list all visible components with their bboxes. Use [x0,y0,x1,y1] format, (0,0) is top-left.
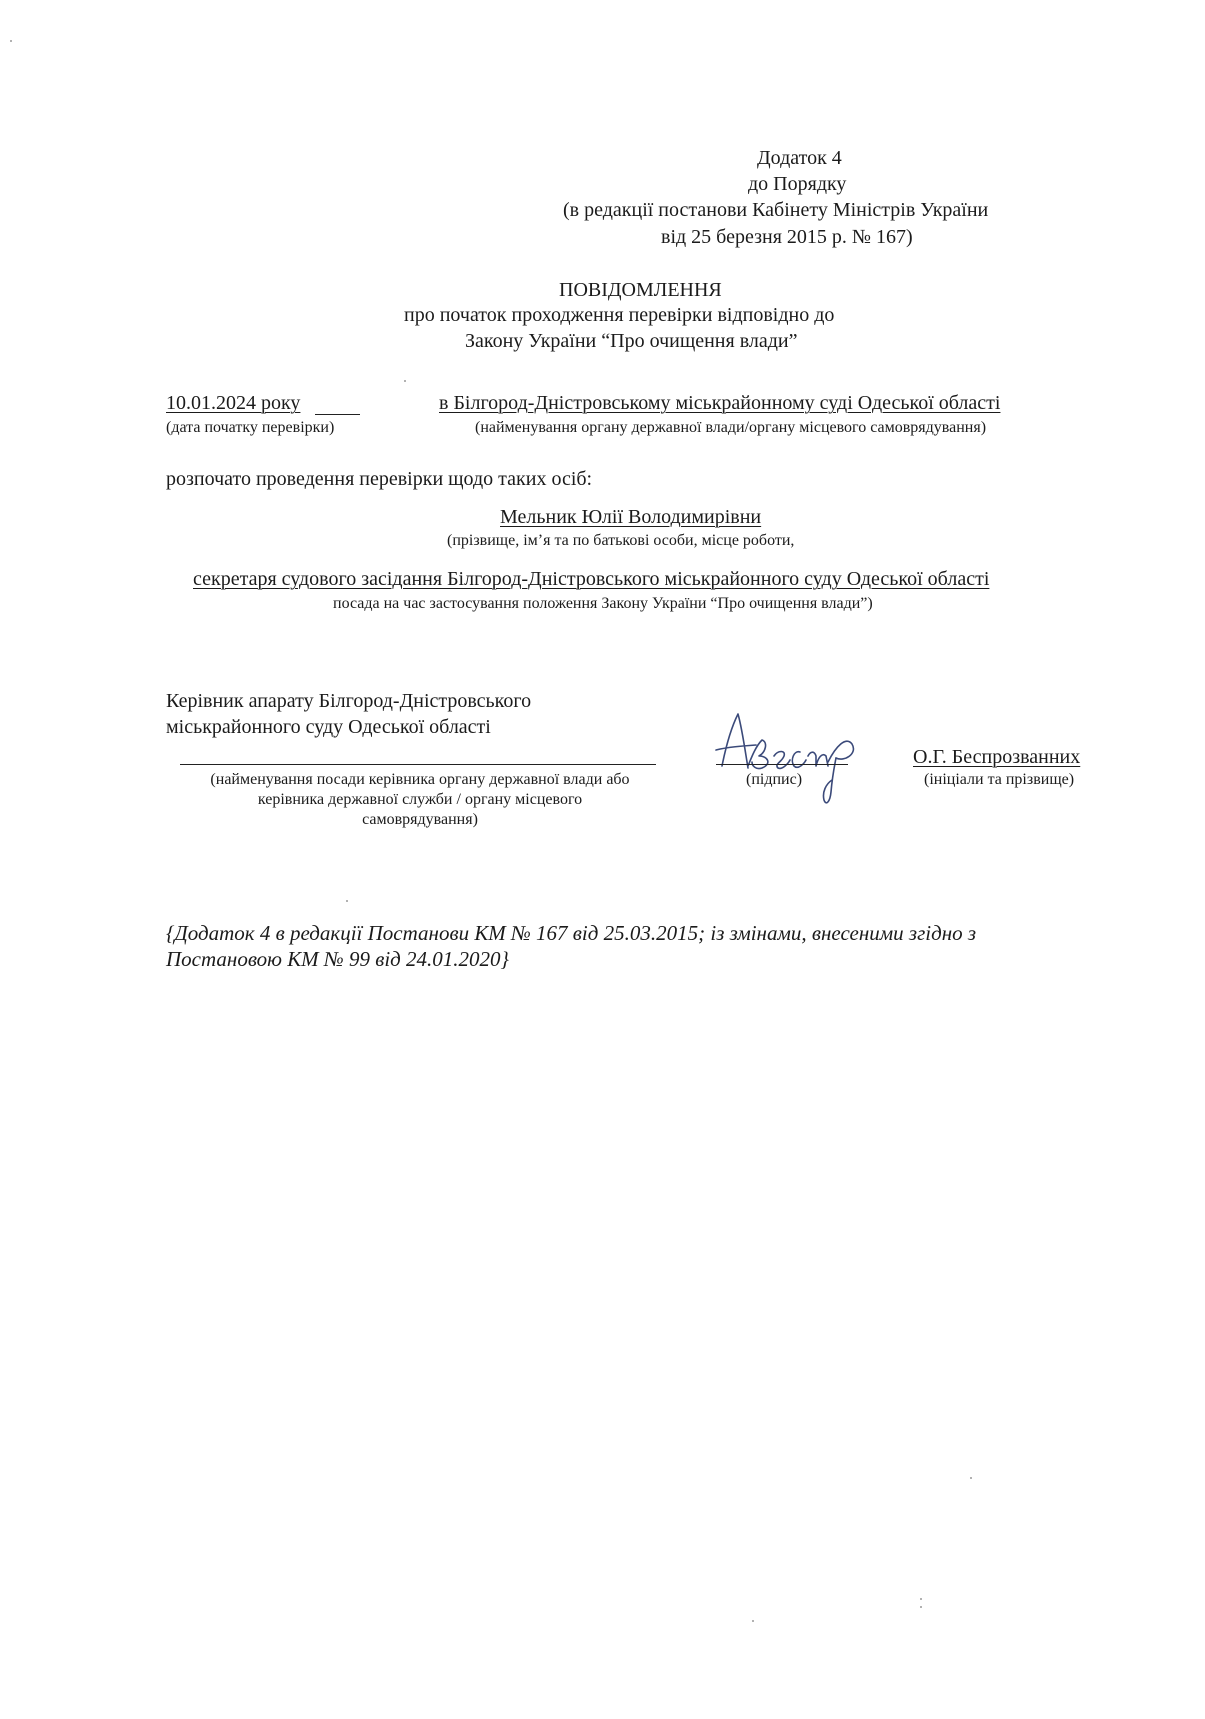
scan-speck [346,900,348,902]
organ-name-caption: (найменування органу державної влади/органу місцевого самоврядування) [475,419,987,436]
head-caption-line2: керівника державної служби / органу місцевого [257,791,583,808]
footnote-line2: Постановою КМ № 99 від 24.01.2020} [166,947,509,971]
footnote-line1: {Додаток 4 в редакції Постанови КМ № 167 від 25.03.2015; із змінами, внесеними згідно з [166,921,977,945]
organ-name: в Білгород-Дністровському міськрайонному суді Одеської області [439,392,1001,414]
head-title-underline [180,764,656,765]
head-caption-line1: (найменування посади керівника органу державної влади або [210,771,630,788]
document-subtitle-line2: Закону України “Про очищення влади” [465,330,798,352]
handwritten-signature [712,706,862,811]
scan-speck [752,1620,754,1622]
document-title: ПОВІДОМЛЕННЯ [559,279,722,301]
appendix-date-label: від 25 березня 2015 р. № 167) [661,226,913,248]
signer-name-caption: (ініціали та прізвище) [924,771,1075,788]
person-name-caption: (прізвище, ім’я та по батькові особи, місце роботи, [447,532,795,549]
check-start-date-caption: (дата початку перевірки) [166,419,335,436]
signature-caption: (підпис) [746,771,803,788]
appendix-label: Додаток 4 [757,147,842,169]
scan-speck [920,1606,922,1608]
scan-speck [920,1598,922,1600]
signer-name: О.Г. Беспрозванних [913,746,1081,768]
person-name: Мельник Юлії Володимирівни [500,506,762,528]
intro-text: розпочато проведення перевірки щодо таких осіб: [166,468,593,490]
scan-speck [10,40,12,42]
check-start-date: 10.01.2024 року [166,392,301,414]
head-title-line1: Керівник апарату Білгород-Дністровського [166,690,532,712]
scan-speck [404,380,406,382]
head-caption-line3: самоврядування) [362,811,478,828]
head-title-line2: міськрайонного суду Одеської області [166,716,491,738]
person-position-caption: посада на час застосування положення Закону України “Про очищення влади”) [333,595,873,612]
person-position: секретаря судового засідання Білгород-Дністровського міськрайонного суду Одеської області [193,568,990,590]
appendix-order-label: до Порядку [748,173,847,195]
appendix-edition-label: (в редакції постанови Кабінету Міністрів України [563,199,989,221]
scan-speck [970,1477,972,1479]
signature-underline [716,764,848,765]
date-underline [315,414,360,415]
document-subtitle-line1: про початок проходження перевірки відповідно до [404,304,835,326]
